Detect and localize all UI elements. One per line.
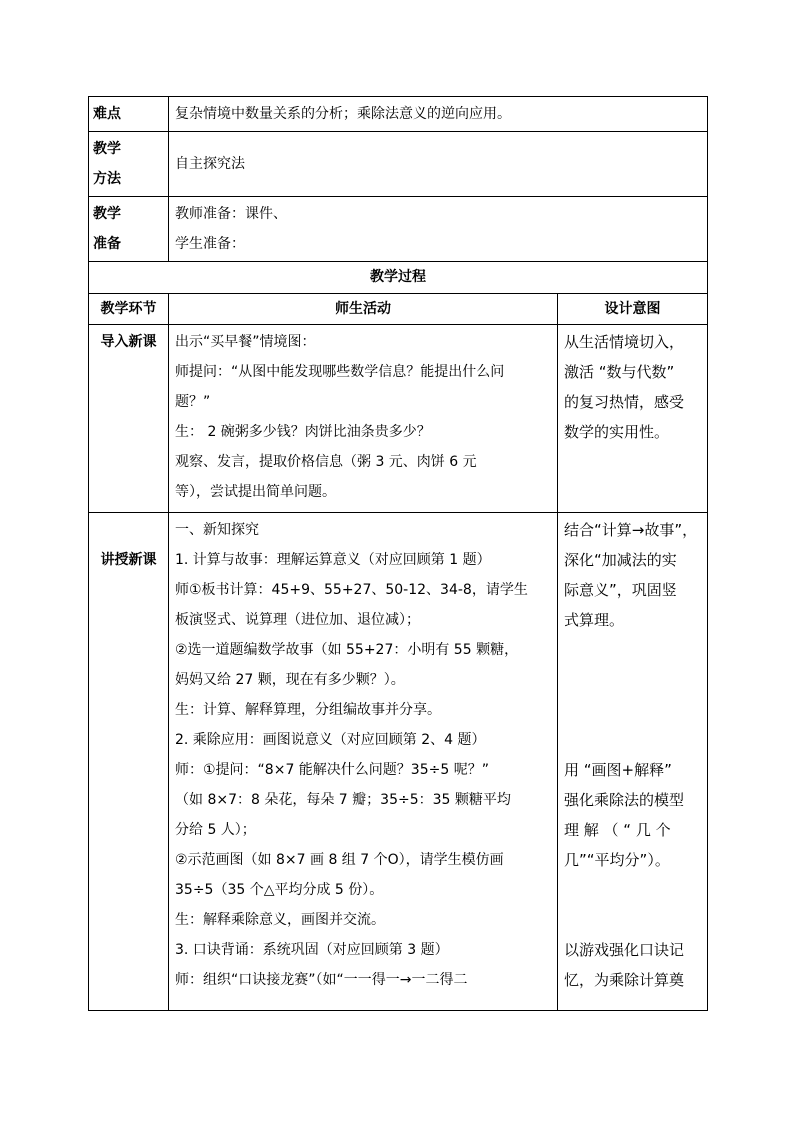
lecture-line: ②选一道题编数学故事（如 55+27：小明有 55 颗糖， — [175, 642, 519, 658]
intro-line: 师提问：“从图中能发现哪些数学信息？能提出什么问 — [175, 364, 505, 380]
intro-intent-line: 激活 “数与代数” — [564, 363, 675, 381]
plan-table — [88, 96, 708, 1011]
lecture-line: 35÷5（35 个△平均分成 5 份）。 — [175, 882, 384, 898]
lecture-line: 板演竖式、说算理（进位加、退位减）； — [175, 612, 420, 628]
lecture-intent-line: 式算理。 — [564, 611, 625, 629]
lecture-intent-line: 深化“加减法的实 — [564, 551, 677, 569]
intro-intent-line: 从生活情境切入， — [564, 333, 685, 351]
lecture-intent-line: 忆，为乘除计算奠 — [564, 971, 685, 989]
prep-label-2: 准备 — [93, 236, 121, 252]
intro-intent — [558, 325, 708, 513]
lecture-intent-line: 用 “画图+解释” — [564, 761, 672, 779]
lecture-intent-line: 几”“平均分”）。 — [564, 851, 670, 869]
lecture-line: 师①板书计算：45+9、55+27、50-12、34-8，请学生 — [175, 582, 528, 598]
teacher-prep: 教师准备：课件、 — [175, 206, 287, 222]
lecture-intent-line: 以游戏强化口诀记 — [564, 941, 685, 959]
intro-line: 生： 2 碗粥多少钱？肉饼比油条贵多少？ — [175, 424, 431, 440]
lecture-line: 一、新知探究 — [175, 522, 259, 538]
prep-label — [89, 197, 169, 262]
lecture-intent-line: 理 解 （ “ 几 个 — [564, 821, 671, 839]
prep-text — [169, 197, 708, 262]
process-title: 教学过程 — [89, 262, 708, 294]
lecture-activity — [169, 513, 558, 1011]
lecture-line: 生：解释乘除意义，画图并交流。 — [175, 912, 385, 928]
lecture-intent-line: 际意义”，巩固竖 — [564, 581, 677, 599]
lecture-row — [89, 513, 708, 1011]
intro-line: 等），尝试提出简单问题。 — [175, 484, 336, 500]
intro-row — [89, 325, 708, 513]
prep-row — [89, 197, 708, 262]
intro-line: 观察、发言，提取价格信息（粥 3 元、肉饼 6 元 — [175, 454, 477, 470]
header-stage: 教学环节 — [89, 294, 169, 325]
lecture-line: 3. 口诀背诵：系统巩固（对应回顾第 3 题） — [175, 942, 449, 958]
lecture-line: 妈妈又给 27 颗，现在有多少颗？）。 — [175, 672, 405, 688]
lecture-line: 师：组织“口诀接龙赛”（如“一一得一→一二得二 — [175, 972, 468, 988]
header-intent: 设计意图 — [558, 294, 708, 325]
intro-intent-line: 数学的实用性。 — [564, 423, 670, 441]
lecture-line: 师：①提问：“8×7 能解决什么问题？35÷5 呢？” — [175, 762, 489, 778]
lecture-stage-label: 讲授新课 — [100, 552, 157, 568]
process-title-row — [89, 262, 708, 294]
lecture-line: 2. 乘除应用：画图说意义（对应回顾第 2、4 题） — [175, 732, 486, 748]
method-text: 自主探究法 — [169, 132, 708, 197]
lecture-line: ②示范画图（如 8×7 画 8 组 7 个O），请学生模仿画 — [175, 852, 504, 868]
lecture-line: 1. 计算与故事：理解运算意义（对应回顾第 1 题） — [175, 552, 491, 568]
lecture-line: （如 8×7：8 朵花，每朵 7 瓣；35÷5：35 颗糖平均 — [175, 792, 511, 808]
method-label — [89, 132, 169, 197]
lecture-line: 分给 5 人）； — [175, 822, 256, 838]
method-label-2: 方法 — [93, 171, 121, 187]
difficulty-label: 难点 — [89, 97, 169, 132]
prep-label-1: 教学 — [93, 206, 121, 222]
intro-intent-line: 的复习热情，感受 — [564, 393, 685, 411]
method-label-1: 教学 — [93, 141, 121, 157]
lecture-intent-line: 结合“计算→故事”， — [564, 521, 698, 539]
intro-line: 题？” — [175, 394, 211, 410]
lecture-line: 生：计算、解释算理，分组编故事并分享。 — [175, 702, 441, 718]
lesson-plan-table — [88, 96, 707, 1011]
student-prep: 学生准备： — [175, 236, 245, 252]
header-activity: 师生活动 — [169, 294, 558, 325]
intro-stage: 导入新课 — [89, 325, 169, 513]
intro-activity — [169, 325, 558, 513]
lecture-intent-line: 强化乘除法的模型 — [564, 791, 685, 809]
method-row — [89, 132, 708, 197]
lecture-intent — [558, 513, 708, 1011]
difficulty-text: 复杂情境中数量关系的分析；乘除法意义的逆向应用。 — [169, 97, 708, 132]
lecture-stage — [89, 513, 169, 1011]
column-header-row — [89, 294, 708, 325]
intro-line: 出示“买早餐”情境图： — [175, 334, 316, 350]
difficulty-row — [89, 97, 708, 132]
